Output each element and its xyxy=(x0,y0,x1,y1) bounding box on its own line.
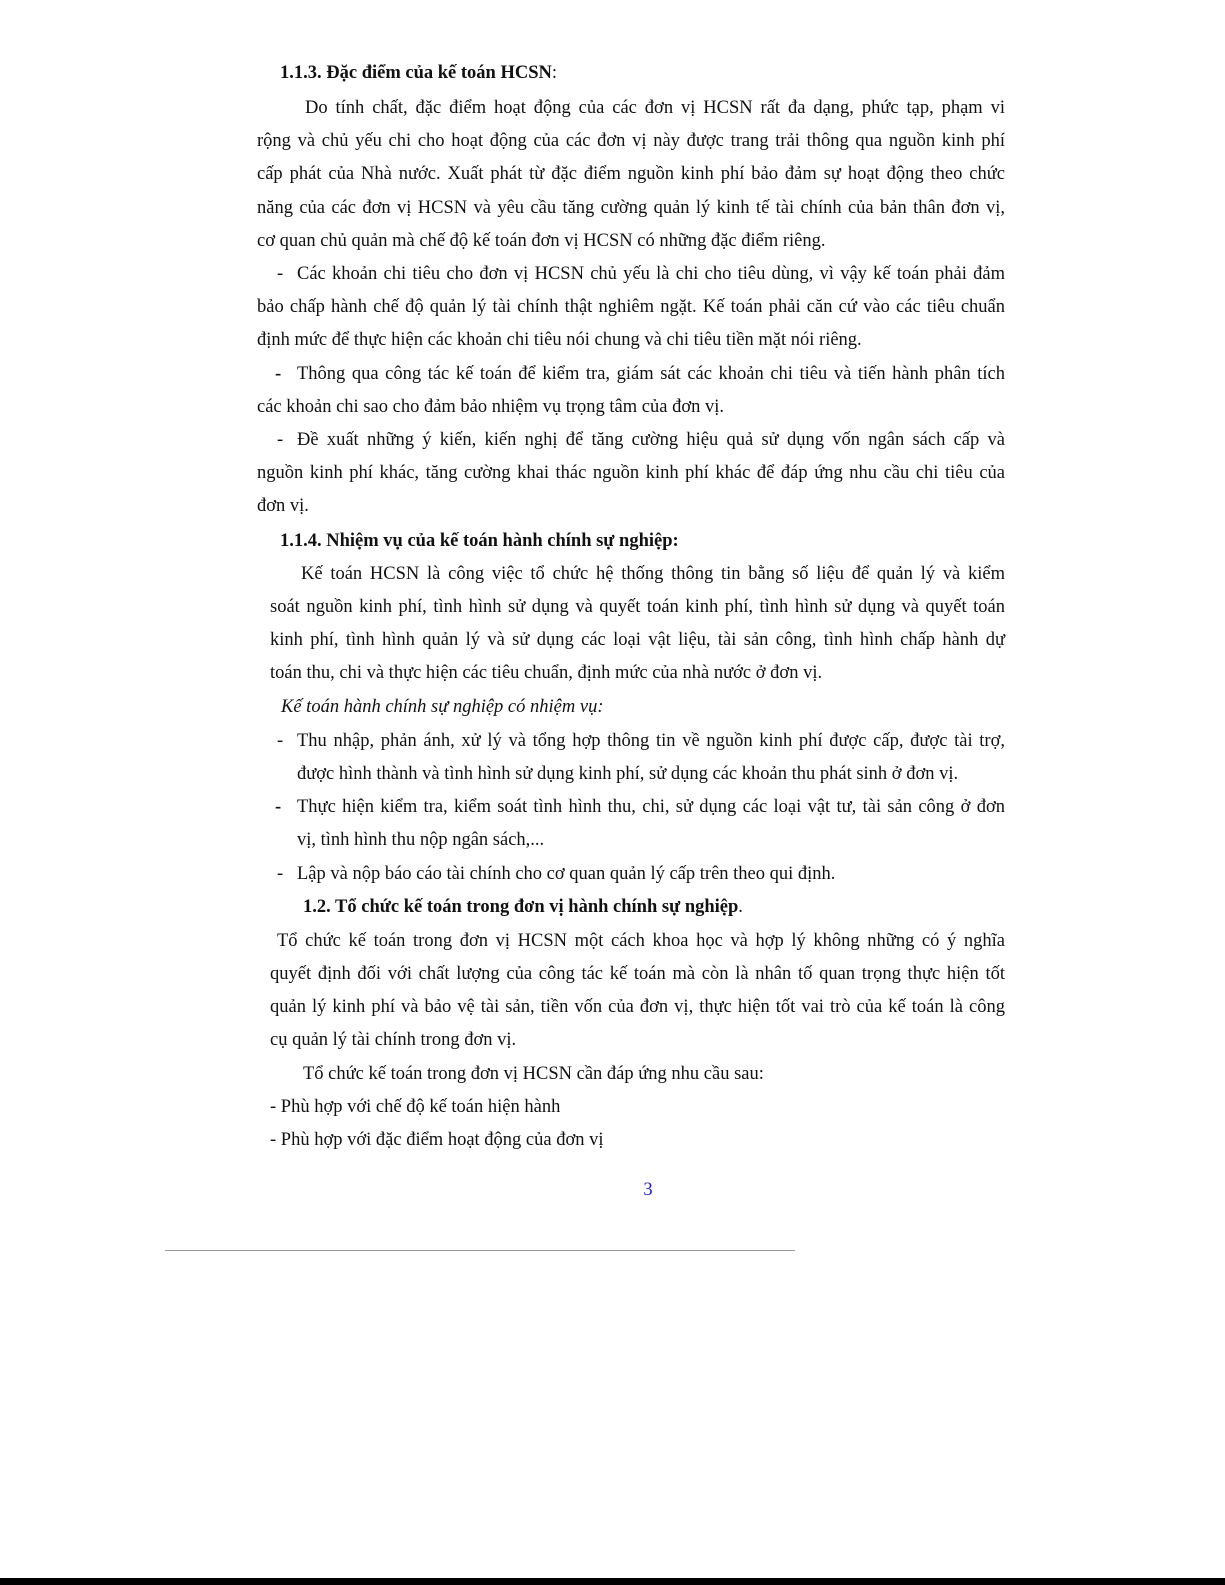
section-heading-1-1-4: 1.1.4. Nhiệm vụ của kế toán hành chính sự nghiệp: xyxy=(280,531,679,551)
paragraph-line: Đề xuất những ý kiến, kiến nghị để tăng cường hiệu quả sử dụng vốn ngân sách cấp và xyxy=(297,430,1005,450)
paragraph-line: các khoản chi sao cho đảm bảo nhiệm vụ trọng tâm của đơn vị. xyxy=(257,397,725,417)
paragraph-line: nguồn kinh phí khác, tăng cường khai thác nguồn kinh phí khác để đáp ứng nhu cầu chi tiêu của xyxy=(257,463,1005,483)
paragraph-line: đơn vị. xyxy=(257,496,309,516)
paragraph-line: Thu nhập, phản ánh, xử lý và tổng hợp thông tin về nguồn kinh phí được cấp, được tài trợ, xyxy=(297,731,1005,751)
paragraph-line: cấp phát của Nhà nước. Xuất phát từ đặc điểm nguồn kinh phí bảo đảm sự hoạt động theo chức xyxy=(257,164,1005,184)
section-heading-1-1-3: 1.1.3. Đặc điểm của kế toán HCSN: xyxy=(280,63,557,83)
paragraph-line: Do tính chất, đặc điểm hoạt động của các đơn vị HCSN rất đa dạng, phức tạp, phạm vi xyxy=(305,98,1005,118)
paragraph-line: rộng và chủ yếu chi cho hoạt động của các đơn vị này được trang trải thông qua nguồn kinh phí xyxy=(257,131,1005,151)
paragraph-line: cụ quản lý tài chính trong đơn vị. xyxy=(270,1030,517,1050)
footer-divider xyxy=(165,1250,795,1251)
section-heading-1-2: 1.2. Tổ chức kế toán trong đơn vị hành chính sự nghiệp. xyxy=(303,897,743,917)
paragraph-line: Lập và nộp báo cáo tài chính cho cơ quan quản lý cấp trên theo qui định. xyxy=(297,864,836,884)
page-number: 3 xyxy=(643,1180,653,1200)
italic-subheading: Kế toán hành chính sự nghiệp có nhiệm vụ: xyxy=(281,697,604,717)
paragraph-line: Kế toán HCSN là công việc tổ chức hệ thống thông tin bằng số liệu để quản lý và kiểm xyxy=(301,564,1005,584)
bullet-dash: - xyxy=(277,430,284,450)
requirement-line: - Phù hợp với chế độ kế toán hiện hành xyxy=(270,1097,561,1117)
paragraph-line: soát nguồn kinh phí, tình hình sử dụng và quyết toán kinh phí, tình hình sử dụng và quyết toán xyxy=(270,597,1005,617)
paragraph-line: quản lý kinh phí và bảo vệ tài sản, tiền vốn của đơn vị, thực hiện tốt vai trò của kế toán là công xyxy=(270,997,1005,1017)
paragraph-line: Tổ chức kế toán trong đơn vị HCSN cần đáp ứng nhu cầu sau: xyxy=(303,1064,764,1084)
paragraph-line: kinh phí, tình hình quản lý và sử dụng các loại vật liệu, tài sản công, tình hình chấp hành dự xyxy=(270,630,1005,650)
bullet-dash: - xyxy=(277,731,284,751)
bottom-edge-bar xyxy=(0,1578,1225,1585)
bullet-dash: - xyxy=(277,864,284,884)
paragraph-line: Tổ chức kế toán trong đơn vị HCSN một cách khoa học và hợp lý không những có ý nghĩa xyxy=(277,931,1005,951)
paragraph-line: định mức để thực hiện các khoản chi tiêu nói chung và chi tiêu tiền mặt nói riêng. xyxy=(257,330,862,350)
paragraph-line: bảo chấp hành chế độ quản lý tài chính thật nghiêm ngặt. Kế toán phải căn cứ vào các tiêu chuẩn xyxy=(257,297,1005,317)
bullet-dash: - xyxy=(277,264,284,284)
paragraph-line: vị, tình hình thu nộp ngân sách,... xyxy=(297,830,545,850)
bullet-dash: - xyxy=(275,797,282,817)
paragraph-line: năng của các đơn vị HCSN và yêu cầu tăng cường quản lý kinh tế tài chính của bản thân đơn vị, xyxy=(257,198,1005,218)
paragraph-line: Thông qua công tác kế toán để kiểm tra, giám sát các khoản chi tiêu và tiến hành phân tích xyxy=(297,364,1005,384)
requirement-line: - Phù hợp với đặc điểm hoạt động của đơn vị xyxy=(270,1130,604,1150)
paragraph-line: cơ quan chủ quản mà chế độ kế toán đơn vị HCSN có những đặc điểm riêng. xyxy=(257,231,826,251)
paragraph-line: toán thu, chi và thực hiện các tiêu chuẩn, định mức của nhà nước ở đơn vị. xyxy=(270,663,823,683)
bullet-dash: - xyxy=(275,364,282,384)
paragraph-line: quyết định đối với chất lượng của công tác kế toán mà còn là nhân tố quan trọng thực hiện tốt xyxy=(270,964,1005,984)
paragraph-line: Thực hiện kiểm tra, kiểm soát tình hình thu, chi, sử dụng các loại vật tư, tài sản công ở đơn xyxy=(297,797,1005,817)
paragraph-line: Các khoản chi tiêu cho đơn vị HCSN chủ yếu là chi cho tiêu dùng, vì vậy kế toán phải đảm xyxy=(297,264,1005,284)
paragraph-line: được hình thành và tình hình sử dụng kinh phí, sử dụng các khoản thu phát sinh ở đơn vị. xyxy=(297,764,959,784)
